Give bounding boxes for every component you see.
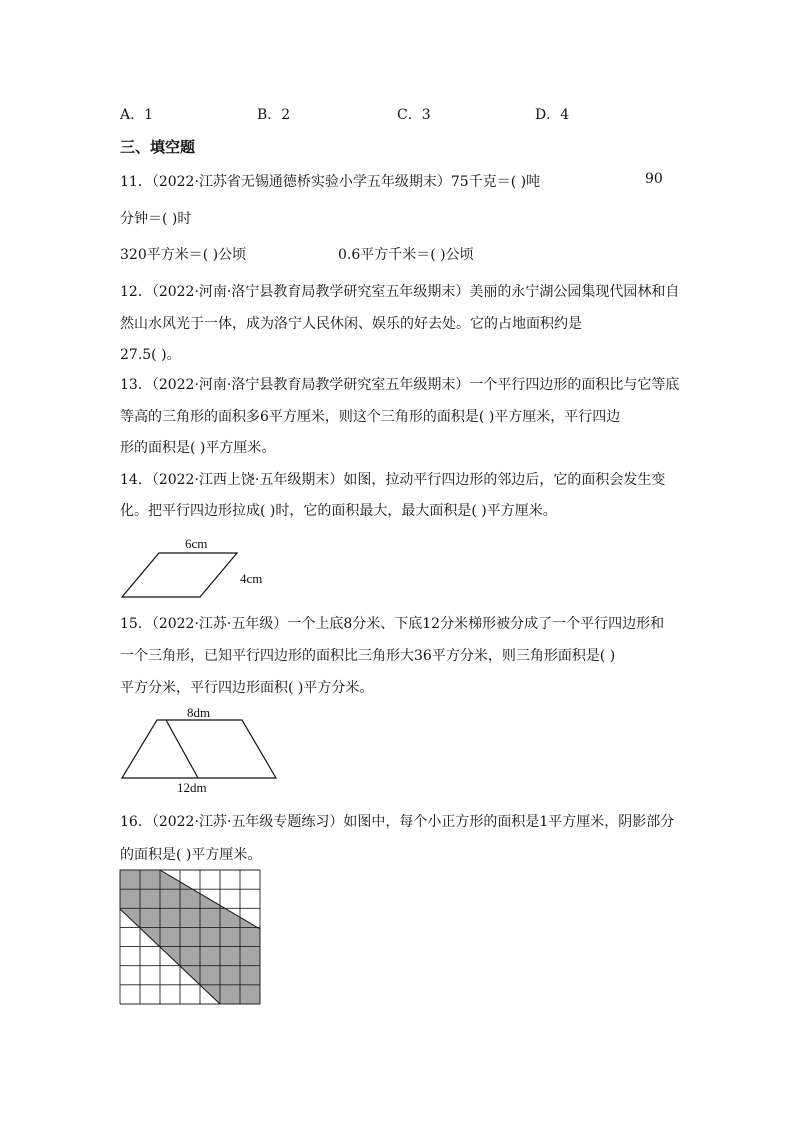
q16-line2: 的面积是( )平方厘米。 xyxy=(120,847,262,863)
parallelogram-side-label: 4cm xyxy=(240,571,263,586)
q12-line3: 27.5( )。 xyxy=(120,347,181,363)
q12-line2: 然山水风光于一体，成为洛宁人民休闲、娱乐的好去处。它的占地面积约是 xyxy=(120,316,582,332)
trapezoid-top-label: 8dm xyxy=(187,705,211,720)
q11-line3-a: 320平方米＝( )公顷 xyxy=(120,247,247,263)
choice-d[interactable]: D．4 xyxy=(535,107,570,123)
parallelogram-shape xyxy=(122,553,237,597)
choice-a[interactable]: A．1 xyxy=(120,107,154,123)
section-title: 三、填空题 xyxy=(120,138,196,156)
grid-figure xyxy=(118,868,262,1008)
q16-line1: 16．（2022·江苏·五年级专题练习）如图中，每个小正方形的面积是1平方厘米，阴影部分 xyxy=(120,814,675,830)
q11-line1: 11．（2022·江苏省无锡通德桥实验小学五年级期末）75千克＝( )吨 xyxy=(120,174,541,190)
trapezoid-divider xyxy=(166,720,198,778)
q14-line2: 化。把平行四边形拉成( )时，它的面积最大，最大面积是( )平方厘米。 xyxy=(120,503,557,519)
choice-b[interactable]: B．2 xyxy=(257,107,291,123)
choice-row xyxy=(120,104,680,124)
q15-line2: 一个三角形，已知平行四边形的面积比三角形大36平方分米，则三角形面积是( ) xyxy=(120,648,616,664)
trapezoid-figure xyxy=(115,703,285,795)
q13-line3: 形的面积是( )平方厘米。 xyxy=(120,440,276,456)
q11-line2: 分钟＝( )时 xyxy=(120,211,192,227)
q13-line1: 13．（2022·河南·洛宁县教育局教学研究室五年级期末）一个平行四边形的面积比与它等底 xyxy=(120,377,680,393)
trapezoid-shape xyxy=(122,720,276,778)
q11-line1-tail: 90 xyxy=(645,171,663,187)
parallelogram-top-label: 6cm xyxy=(185,536,208,551)
shaded-region xyxy=(120,870,260,1004)
q14-line1: 14．（2022·江西上饶·五年级期末）如图，拉动平行四边形的邻边后，它的面积会发生变 xyxy=(120,472,666,488)
parallelogram-figure xyxy=(115,533,285,605)
trapezoid-bottom-label: 12dm xyxy=(177,780,207,795)
q15-line1: 15．（2022·江苏·五年级）一个上底8分米、下底12分米梯形被分成了一个平行四边形和 xyxy=(120,616,665,632)
q15-line3: 平方分米，平行四边形面积( )平方分米。 xyxy=(120,680,374,696)
q12-line1: 12．（2022·河南·洛宁县教育局教学研究室五年级期末）美丽的永宁湖公园集现代园林和自 xyxy=(120,284,680,300)
q13-line2: 等高的三角形的面积多6平方厘米，则这个三角形的面积是( )平方厘米，平行四边 xyxy=(120,409,621,425)
q11-line3-b: 0.6平方千米＝( )公顷 xyxy=(338,247,474,263)
choice-c[interactable]: C．3 xyxy=(397,107,431,123)
